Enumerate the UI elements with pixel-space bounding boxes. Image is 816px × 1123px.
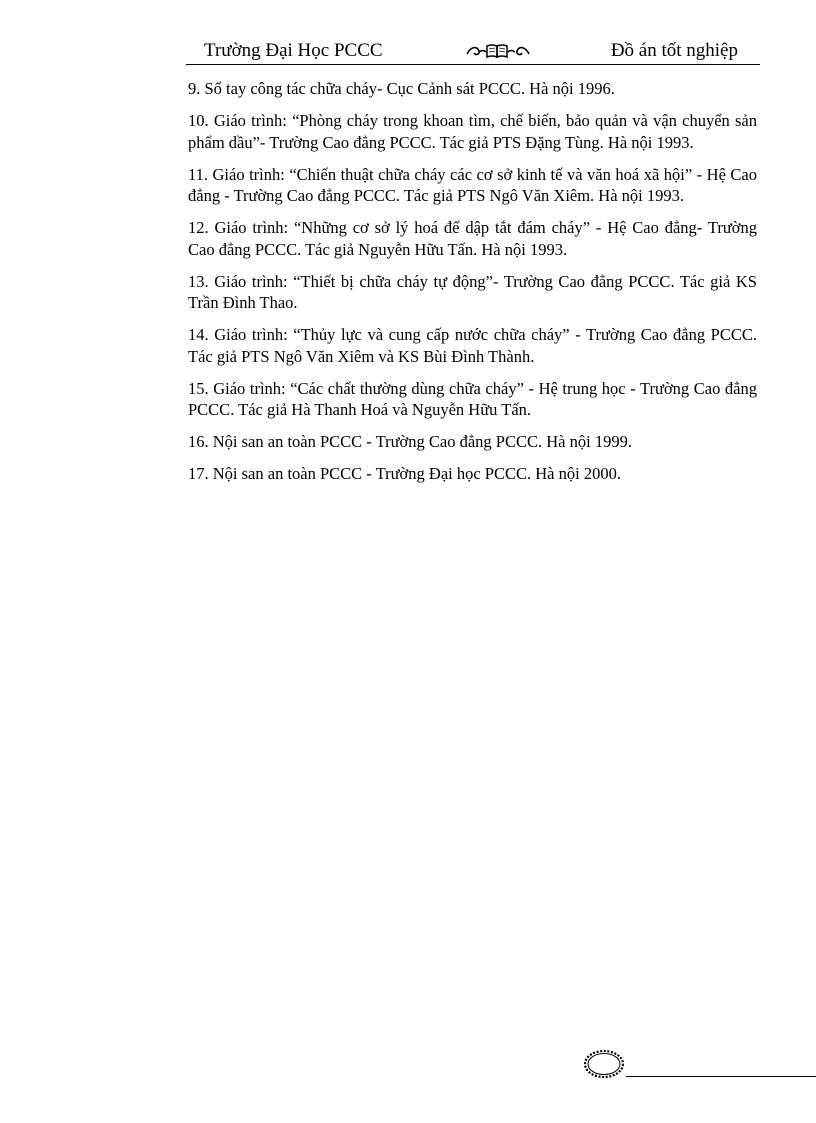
header-document-type: Đồ án tốt nghiệp	[610, 40, 738, 61]
reference-item-15: 15. Giáo trình: “Các chất thường dùng chữa cháy” - Hệ trung học - Trường Cao đẳng PCCC. Tác giả Hà Thanh Hoá và Nguyễn Hữu Tấn.	[188, 378, 757, 419]
reference-item-9: 9. Sổ tay công tác chữa cháy- Cục Cảnh sát PCCC. Hà nội 1996.	[188, 79, 615, 98]
reference-item-17: 17. Nội san an toàn PCCC - Trường Đại học PCCC. Hà nội 2000.	[188, 464, 621, 483]
reference-item-13: 13. Giáo trình: “Thiết bị chữa cháy tự động”- Trường Cao đẳng PCCC. Tác giả KS Trần Đình Thao.	[188, 271, 757, 312]
reference-item-16: 16. Nội san an toàn PCCC - Trường Cao đẳng PCCC. Hà nội 1999.	[188, 432, 632, 451]
header-school-name: Trường Đại Học PCCC	[204, 40, 383, 61]
book-ornament-icon	[465, 42, 531, 60]
reference-item-14: 14. Giáo trình: “Thủy lực và cung cấp nước chữa cháy” - Trường Cao đẳng PCCC. Tác giả PTS Ngô Văn Xiêm và KS Bùi Đình Thành.	[188, 325, 757, 366]
footer-rule	[626, 1076, 816, 1077]
reference-item-10: 10. Giáo trình: “Phòng cháy trong khoan tìm, chế biến, bảo quản và vận chuyển sản phẩm dầu”- Trường Cao đẳng PCCC. Tác giả PTS Đặng Tùng. Hà nội 1993.	[188, 111, 757, 152]
reference-list	[188, 78, 757, 495]
page-number-frame-icon	[582, 1047, 626, 1081]
reference-item-12: 12. Giáo trình: “Những cơ sở lý hoá để dập tắt đám cháy” - Hệ Cao đẳng- Trường Cao đẳng PCCC. Tác giả Nguyễn Hữu Tấn. Hà nội 1993.	[188, 218, 757, 259]
page-header	[186, 38, 760, 65]
reference-item-11: 11. Giáo trình: “Chiến thuật chữa cháy các cơ sở kinh tế và văn hoá xã hội” - Hệ Cao đẳng - Trường Cao đẳng PCCC. Tác giả PTS Ngô Văn Xiêm. Hà nội 1993.	[188, 164, 757, 205]
